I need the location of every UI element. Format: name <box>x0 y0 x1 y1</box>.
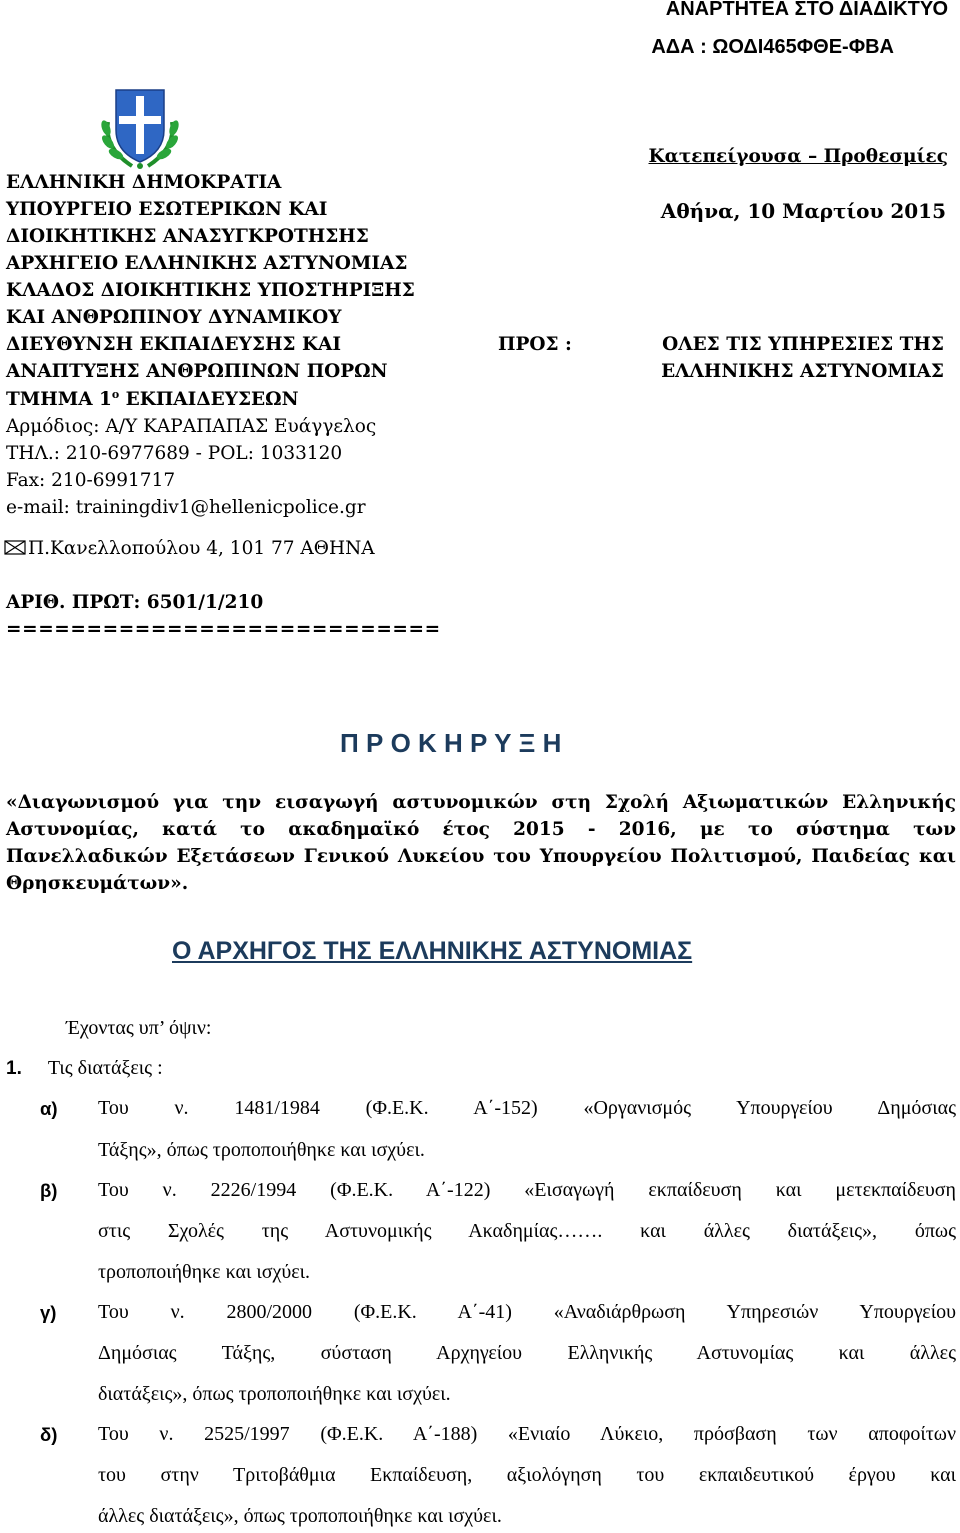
urgency-note: Κατεπείγουσα – Προθεσμίες <box>648 146 948 167</box>
sender-line: ΚΛΑΔΟΣ ΔΙΟΙΚΗΤΙΚΗΣ ΥΠΟΣΤΗΡΙΞΗΣ <box>6 280 415 301</box>
ada-code: ΑΔΑ : ΩΟΔΙ465ΦΘΕ-ΦΒΑ <box>651 36 894 58</box>
recipient-line-1: ΟΛΕΣ ΤΙΣ ΥΠΗΡΕΣΙΕΣ ΤΗΣ <box>662 334 944 355</box>
address-text: Π.Κανελλοπούλου 4, 101 77 ΑΘΗΝΑ <box>28 538 375 559</box>
authority-heading: Ο ΑΡΧΗΓΟΣ ΤΗΣ ΕΛΛΗΝΙΚΗΣ ΑΣΤΥΝΟΜΙΑΣ <box>172 937 693 965</box>
subitem-b-label: β) <box>40 1180 58 1201</box>
subitem-c-line: Του ν. 2800/2000 (Φ.Ε.Κ. Α΄-41) «Αναδιάρθρωση Υπηρεσιών Υπουργείου <box>98 1301 956 1323</box>
subitem-c-line: διατάξεις», όπως τροποποιήθηκε και ισχύει. <box>98 1383 451 1405</box>
subitem-d-line: του στην Τριτοβάθμια Εκπαίδευση, αξιολόγηση του εκπαιδευτικού έργου και <box>98 1464 956 1486</box>
subitem-b-line: Του ν. 2226/1994 (Φ.Ε.Κ. Α΄-122) «Εισαγωγή εκπαίδευση και μετεκπαίδευση <box>98 1179 956 1201</box>
item-1-number: 1. <box>6 1058 22 1079</box>
subitem-b-line: τροποποιήθηκε και ισχύει. <box>98 1261 311 1283</box>
recipient-label: ΠΡΟΣ : <box>498 334 572 355</box>
subitem-b-line: στις Σχολές της Αστυνομικής Ακαδημίας……. και άλλες διατάξεις», όπως <box>98 1220 956 1242</box>
responsible-officer: Αρμόδιος: Α/Υ ΚΑΡΑΠΑΠΑΣ Ευάγγελος <box>6 416 377 437</box>
phone-number: ΤΗΛ.: 210-6977689 - POL: 1033120 <box>6 443 343 464</box>
subitem-a-line: Τάξης», όπως τροποποιήθηκε και ισχύει. <box>98 1139 425 1161</box>
subject-paragraph: «Διαγωνισμού για την εισαγωγή αστυνομικών στη Σχολή Αξιωματικών Ελληνικής Αστυνομίας, κατά το ακαδημαϊκό έτος 2015 - 2016, με το σύστημα των Πανελλαδικών Εξετάσεων Γενικού Λυκείου του Υπουργείου Πολιτισμού, Παιδείας και Θρησκευμάτων». <box>6 792 956 894</box>
sender-line: ΔΙΕΥΘΥΝΣΗ ΕΚΠΑΙΔΕΥΣΗΣ ΚΑΙ <box>6 334 342 355</box>
shield-icon <box>116 90 164 162</box>
item-1 <box>6 1057 163 1080</box>
section-name <box>6 388 476 410</box>
sender-line: ΑΡΧΗΓΕΙΟ ΕΛΛΗΝΙΚΗΣ ΑΣΤΥΝΟΜΙΑΣ <box>6 253 408 274</box>
sender-line: ΕΛΛΗΝΙΚΗ ΔΗΜΟΚΡΑΤΙΑ <box>6 172 282 193</box>
section-suffix: ΕΚΠΑΙΔΕΥΣΕΩΝ <box>119 389 299 411</box>
sender-line: ΔΙΟΙΚΗΤΙΚΗΣ ΑΝΑΣΥΓΚΡΟΤΗΣΗΣ <box>6 226 369 247</box>
postal-address <box>4 538 474 559</box>
fax-number: Fax: 210-6991717 <box>6 470 176 491</box>
subitem-d-line: άλλες διατάξεις», όπως τροποποιήθηκε και ισχύει. <box>98 1505 502 1527</box>
email-address: e-mail: trainingdiv1@hellenicpolice.gr <box>6 497 366 518</box>
item-1-text: Τις διατάξεις : <box>47 1057 163 1079</box>
greek-coat-of-arms-emblem <box>86 86 194 170</box>
envelope-icon <box>4 540 26 555</box>
subitem-d-label: δ) <box>40 1424 58 1445</box>
recipient-line-2: ΕΛΛΗΝΙΚΗΣ ΑΣΤΥΝΟΜΙΑΣ <box>661 361 944 382</box>
subitem-a-line: Του ν. 1481/1984 (Φ.Ε.Κ. Α΄-152) «Οργανισμός Υπουργείου Δημόσιας <box>98 1097 956 1119</box>
subitem-c-line: Δημόσιας Τάξης, σύσταση Αρχηγείου Ελληνικής Αστυνομίας και άλλες <box>98 1342 956 1364</box>
section-ordinal: ο <box>111 388 120 401</box>
document-date: Αθήνα, 10 Μαρτίου 2015 <box>660 199 946 223</box>
sender-line: ΥΠΟΥΡΓΕΙΟ ΕΣΩΤΕΡΙΚΩΝ ΚΑΙ <box>6 199 328 220</box>
announcement-title: Π Ρ Ο Κ Η Ρ Υ Ξ Η <box>340 728 562 758</box>
subitem-a-label: α) <box>40 1098 58 1119</box>
section-prefix: ΤΜΗΜΑ 1 <box>6 389 112 411</box>
considering-heading: Έχοντας υπ’ όψιν: <box>66 1017 212 1039</box>
protocol-number: ΑΡΙΘ. ΠΡΩΤ: 6501/1/210 <box>6 592 264 613</box>
subitem-d-line: Του ν. 2525/1997 (Φ.Ε.Κ. Α΄-188) «Ενιαίο Λύκειο, πρόσβαση των αποφοίτων <box>98 1423 956 1445</box>
subitem-c-label: γ) <box>40 1302 57 1323</box>
protocol-separator: =========================== <box>6 619 441 640</box>
sender-line: ΚΑΙ ΑΝΘΡΩΠΙΝΟΥ ΔΥΝΑΜΙΚΟΥ <box>6 307 342 328</box>
web-posting-notice: ΑΝΑΡΤΗΤΕΑ ΣΤΟ ΔΙΑΔΙΚΤΥΟ <box>665 0 948 20</box>
sender-line: ΑΝΑΠΤΥΞΗΣ ΑΝΘΡΩΠΙΝΩΝ ΠΟΡΩΝ <box>6 361 388 382</box>
